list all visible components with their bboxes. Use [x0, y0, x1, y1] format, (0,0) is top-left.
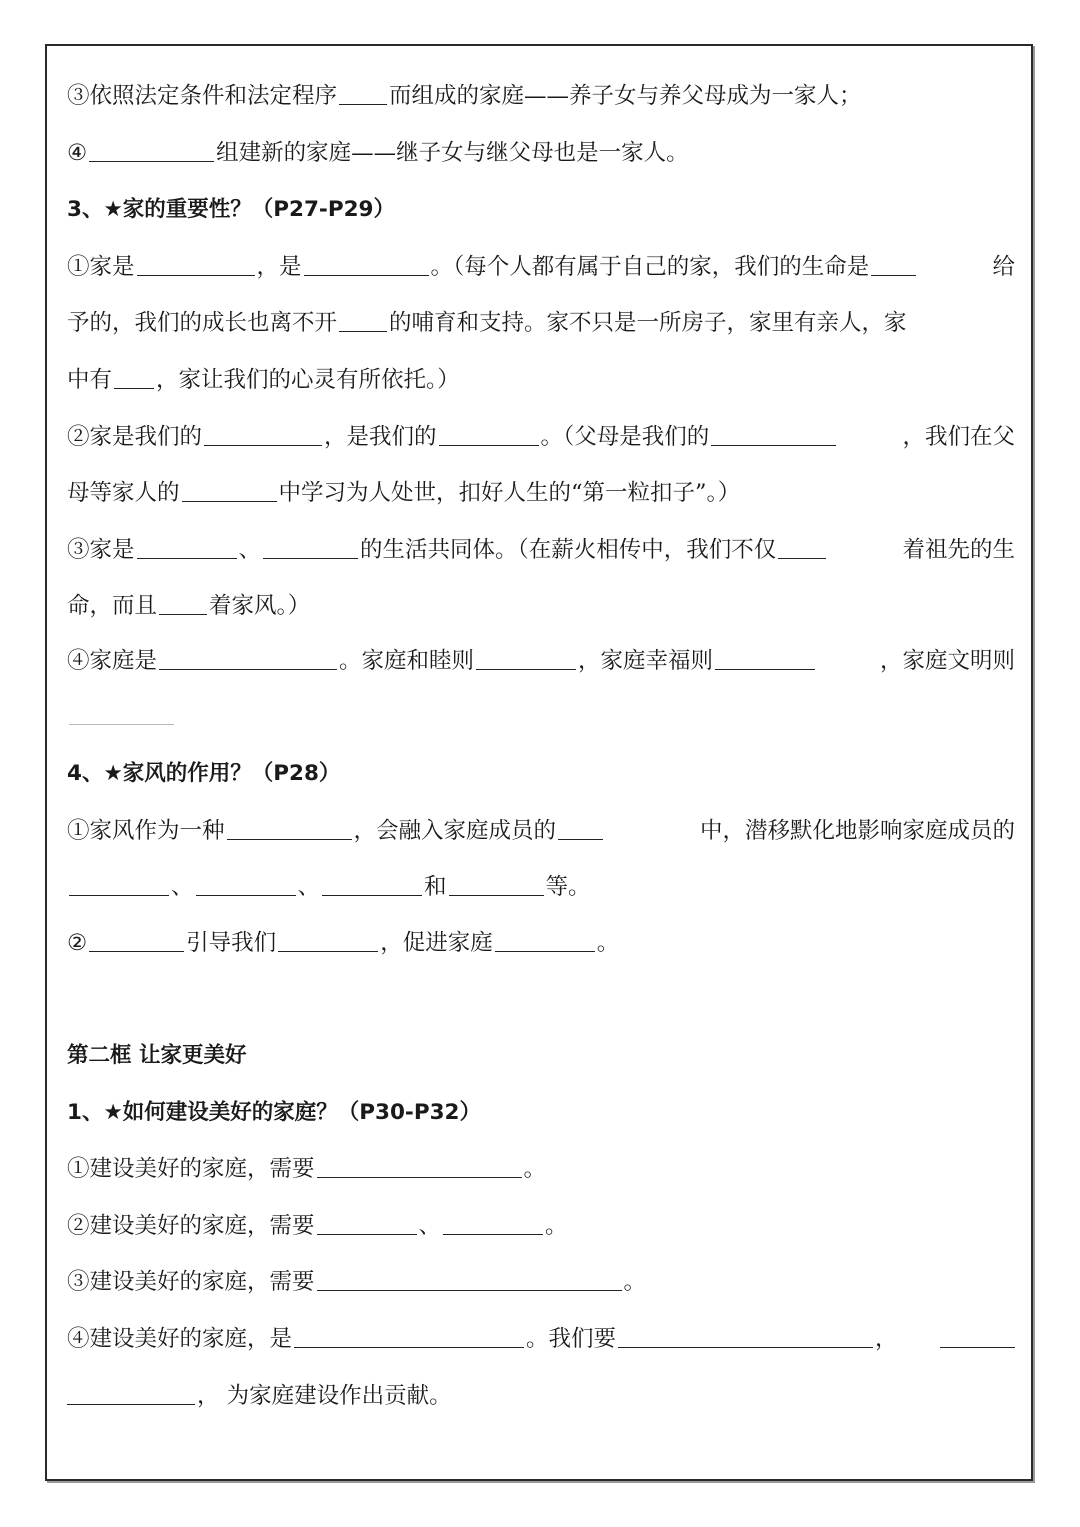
- text: ④建设美好的家庭，是 。我们要 ，: [67, 1323, 898, 1355]
- blank-field[interactable]: [476, 645, 576, 670]
- text-line-1: [67, 80, 1015, 112]
- text-line-18: [67, 1210, 1015, 1242]
- text: ③家是 、 的生活共同体。（在薪火相传中，我们不仅: [67, 534, 828, 566]
- text-line-15: [67, 927, 1015, 959]
- text: ①建设美好的家庭，需要: [67, 1156, 315, 1182]
- text: ，促进家庭: [380, 930, 493, 956]
- text: ③依照法定条件和法定程序: [67, 83, 338, 109]
- text-line-19: [67, 1266, 1015, 1298]
- blank-field[interactable]: [715, 645, 815, 670]
- text: 予的，我们的成长也离不开: [67, 310, 338, 336]
- blank-field[interactable]: [778, 534, 826, 559]
- blank-field[interactable]: [618, 1323, 873, 1348]
- text: 等。: [545, 874, 591, 900]
- text: 、: [297, 874, 321, 900]
- text: ②: [67, 930, 88, 956]
- text: 给: [992, 254, 1015, 280]
- section-heading-4: 4、★家风的作用？（P28）: [67, 761, 341, 786]
- text-line-14: [67, 871, 1015, 903]
- text: 、: [171, 874, 194, 900]
- blank-field[interactable]: [89, 137, 214, 162]
- text: 中有: [67, 367, 113, 393]
- text: ， 为家庭建设作出贡献。: [197, 1383, 452, 1409]
- text: ③建设美好的家庭，需要: [67, 1269, 315, 1295]
- text-line-21: [67, 1380, 1015, 1412]
- text: 着祖先的生: [902, 537, 1015, 563]
- blank-field[interactable]: [449, 871, 544, 896]
- text: 、: [418, 1213, 442, 1239]
- text-line-4: [67, 251, 1015, 283]
- section-heading-3: 3、★家的重要性？（P27-P29）: [67, 197, 396, 222]
- blank-field[interactable]: [114, 364, 154, 389]
- blank-field[interactable]: [317, 1153, 522, 1178]
- blank-field[interactable]: [940, 1323, 1015, 1348]
- text: 着家风。）: [209, 593, 311, 619]
- blank-field[interactable]: [322, 871, 422, 896]
- text: 母等家人的: [67, 480, 180, 506]
- blank-field[interactable]: [227, 815, 352, 840]
- blank-field[interactable]: [196, 871, 296, 896]
- text: ①家是 ，是 。（每个人都有属于自己的家，我们的生命是: [67, 251, 918, 283]
- text-line-13: [67, 815, 1015, 847]
- blank-field[interactable]: [294, 1323, 524, 1348]
- text: ②建设美好的家庭，需要: [67, 1213, 315, 1239]
- blank-field[interactable]: [137, 534, 237, 559]
- text: 。: [596, 930, 620, 956]
- blank-field[interactable]: [439, 421, 539, 446]
- text: ，我们在父: [902, 424, 1015, 450]
- blank-field[interactable]: [89, 927, 184, 952]
- blank-field[interactable]: [67, 1380, 195, 1405]
- section-heading-1: 1、★如何建设美好的家庭？（P30-P32）: [67, 1100, 482, 1125]
- blank-field[interactable]: [159, 645, 337, 670]
- text: ④家庭是 。家庭和睦则 ，家庭幸福则: [67, 645, 817, 677]
- text: 的哺育和支持。家不只是一所房子，家里有亲人，家: [389, 310, 907, 336]
- text-line-10: [67, 590, 1015, 622]
- blank-field[interactable]: [339, 307, 387, 332]
- text: 和: [424, 874, 447, 900]
- text: 引导我们: [186, 930, 277, 956]
- text-line-11: [67, 645, 1015, 677]
- blank-field[interactable]: [495, 927, 595, 952]
- text-line-20: [67, 1323, 1015, 1355]
- blank-field[interactable]: [339, 80, 387, 105]
- text: 。: [545, 1213, 568, 1239]
- blank-field[interactable]: [159, 590, 207, 615]
- blank-field[interactable]: [304, 251, 429, 276]
- text: 组建新的家庭——继子女与继父母也是一家人。: [216, 140, 689, 166]
- blank-field[interactable]: [871, 251, 916, 276]
- blank-field[interactable]: [317, 1210, 417, 1235]
- text: 中，潜移默化地影响家庭成员的: [699, 818, 1015, 844]
- text: ，家庭文明则: [879, 648, 1015, 674]
- text-line-12: [67, 700, 1015, 732]
- blank-field[interactable]: [278, 927, 378, 952]
- text: 命，而且: [67, 593, 158, 619]
- subsection-title: 第二框 让家更美好: [67, 1043, 247, 1068]
- text-line-5: [67, 307, 1015, 339]
- text: 而组成的家庭——养子女与养父母成为一家人；: [389, 83, 862, 109]
- text: ，家让我们的心灵有所依托。）: [156, 367, 460, 393]
- blank-field[interactable]: [182, 477, 277, 502]
- text: ②家是我们的 ，是我们的 。（父母是我们的: [67, 421, 838, 453]
- text-line-6: [67, 364, 1015, 396]
- text-line-7: [67, 421, 1015, 453]
- text-line-8: [67, 477, 1015, 509]
- text-line-17: [67, 1153, 1015, 1185]
- text: 中学习为人处世，扣好人生的“第一粒扣子”。）: [278, 480, 741, 506]
- blank-field[interactable]: [69, 871, 169, 896]
- blank-field[interactable]: [317, 1266, 622, 1291]
- blank-field[interactable]: [137, 251, 255, 276]
- blank-field[interactable]: [69, 700, 174, 725]
- text-line-9: [67, 534, 1015, 566]
- text: 。: [623, 1269, 647, 1295]
- blank-field[interactable]: [204, 421, 322, 446]
- blank-field[interactable]: [263, 534, 358, 559]
- text: ①家风作为一种 ，会融入家庭成员的: [67, 815, 605, 847]
- text: 。: [523, 1156, 547, 1182]
- blank-field[interactable]: [558, 815, 603, 840]
- blank-field[interactable]: [711, 421, 836, 446]
- text: ④: [67, 140, 88, 166]
- text-line-2: [67, 137, 1015, 169]
- blank-field[interactable]: [443, 1210, 543, 1235]
